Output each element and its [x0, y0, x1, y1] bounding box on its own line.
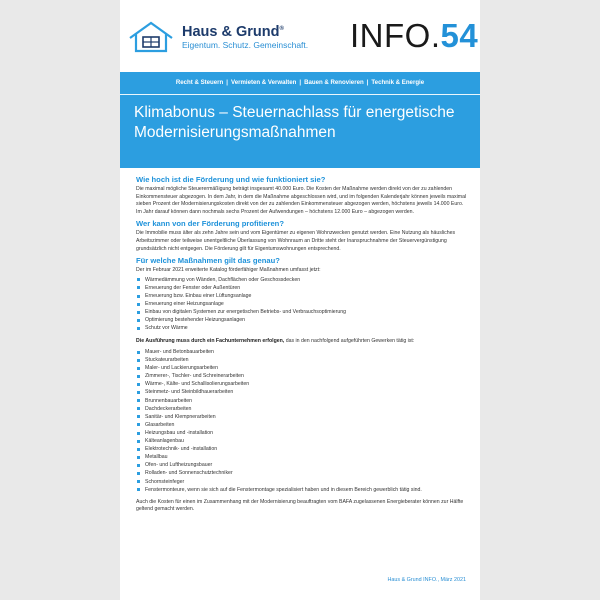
topic-divider — [120, 94, 480, 95]
section-heading: Wie hoch ist die Förderung und wie funktioniert sie? — [136, 175, 326, 184]
document-title: Klimabonus – Steuernachlass für energetische Modernisierungsmaßnahmen — [134, 104, 455, 141]
house-logo-icon — [128, 20, 174, 54]
trade-item: Sanitär- und Klempnerarbeiten — [136, 413, 468, 421]
section-intro: Der im Februar 2021 erweiterte Katalog förderfähiger Maßnahmen umfasst jetzt: — [136, 267, 321, 274]
trades-list — [136, 348, 468, 494]
measure-item: Erneuerung einer Heizungsanlage — [136, 300, 468, 308]
trade-item: Metallbau — [136, 453, 468, 461]
trade-item: Ofen- und Luftheizungsbauer — [136, 461, 468, 469]
section-heading: Wer kann von der Förderung profitieren? — [136, 219, 284, 229]
topic-item: Technik & Energie — [371, 79, 425, 86]
trade-item: Rolladen- und Sonnenschutztechniker — [136, 469, 468, 477]
trade-item: Dachdeckerarbeiten — [136, 405, 468, 413]
trade-item: Stuckateurarbeiten — [136, 356, 468, 364]
measure-item: Wärmedämmung von Wänden, Dachflächen oder Geschossdecken — [136, 276, 468, 284]
trade-item: Wärme-, Kälte- und Schallisolierungsarbeiten — [136, 380, 468, 388]
document-body — [136, 173, 468, 517]
trade-item: Glasarbeiten — [136, 421, 468, 429]
brand-name: Haus & Grund® — [182, 23, 284, 40]
trades-intro: Die Ausführung muss durch ein Fachunternehmen erfolgen, das in den nachfolgend aufgeführten Gewerken tätig ist: — [136, 338, 415, 345]
trade-item: Fenstermonteure, wenn sie sich auf die Fenstermontage spezialisiert haben und in diesem Bereich gewerblich tätig sind. — [136, 486, 468, 494]
trade-item: Zimmerer-, Tischler- und Schreinerarbeiten — [136, 372, 468, 380]
trade-item: Kälteanlagenbau — [136, 437, 468, 445]
measure-item: Einbau von digitalen Systemen zur energetischen Betriebs- und Verbrauchsoptimierung — [136, 308, 468, 316]
measure-item: Optimierung bestehender Heizungsanlagen — [136, 316, 468, 324]
info-issue-number: 54 — [440, 17, 479, 54]
footer-note: Haus & Grund INFO., März 2021 — [387, 577, 466, 583]
trade-item: Heizungsbau und -installation — [136, 429, 468, 437]
topic-item: Vermieten & Verwalten — [230, 79, 297, 86]
trade-item: Elektrotechnik- und -installation — [136, 445, 468, 453]
topic-item: Bauen & Renovieren — [304, 79, 364, 86]
measures-list — [136, 276, 468, 333]
info-sheet-page — [120, 0, 480, 600]
section-heading: Für welche Maßnahmen gilt das genau? — [136, 256, 280, 266]
trade-item: Steinmetz- und Steinbildhauerarbeiten — [136, 388, 468, 396]
measure-item: Erneuerung der Fenster oder Außentüren — [136, 284, 468, 292]
measure-item: Erneuerung bzw. Einbau einer Lüftungsanlage — [136, 292, 468, 300]
info-issue-label: INFO.54 — [350, 17, 479, 54]
topic-bar: Recht & Steuern | Vermieten & Verwalten | Bauen & Renovieren | Technik & Energie — [175, 79, 425, 86]
section-text: Die Immobilie muss älter als zehn Jahre sein und vom Eigentümer zu eigenen Wohnzwecken genutzt werden. Eine Nutzung als häusliches Arbeitszimmer oder teilweise unentgeltliche Überlassung von Wohnraum an Dritte steht der Inanspruchnahme der Steuervergünstigung grundsätzlich nicht entgegen. Die Förderung gilt für Eigentumswohnungen entsprechend. — [136, 230, 456, 252]
trade-item: Brunnenbauarbeiten — [136, 397, 468, 405]
closing-text: Auch die Kosten für einen im Zusammenhang mit der Modernisierung beauftragten vom BAFA zugelassenen Energieberater können zur Hälfte geltend gemacht werden. — [136, 498, 464, 513]
brand-tagline: Eigentum. Schutz. Gemeinschaft. — [182, 40, 309, 50]
measure-item: Schutz vor Wärme — [136, 324, 468, 332]
section-text: Die maximal mögliche Steuerermäßigung beträgt insgesamt 40.000 Euro. Die Kosten der Maßnahme werden direkt von der zu zahlenden Einkommensteuer abgezogen. In dem Jahr, in dem die Maßnahme abgeschlossen wird, und im folgenden Kalenderjahr können jeweils maximal sieben Prozent der Modernisierungskosten direkt von der zu zahlenden Einkommensteuer abgezogen werden, höchstens jeweils 14.000 Euro. Im Jahr darauf können dann nochmals sechs Prozent der Aufwendungen – höchstens 12.000 Euro – abgezogen werden. — [136, 186, 467, 215]
trade-item: Schornsteinfeger — [136, 478, 468, 486]
trade-item: Mauer- und Betonbauarbeiten — [136, 348, 468, 356]
topic-item: Recht & Steuern — [175, 79, 224, 86]
trade-item: Maler- und Lackierungsarbeiten — [136, 364, 468, 372]
